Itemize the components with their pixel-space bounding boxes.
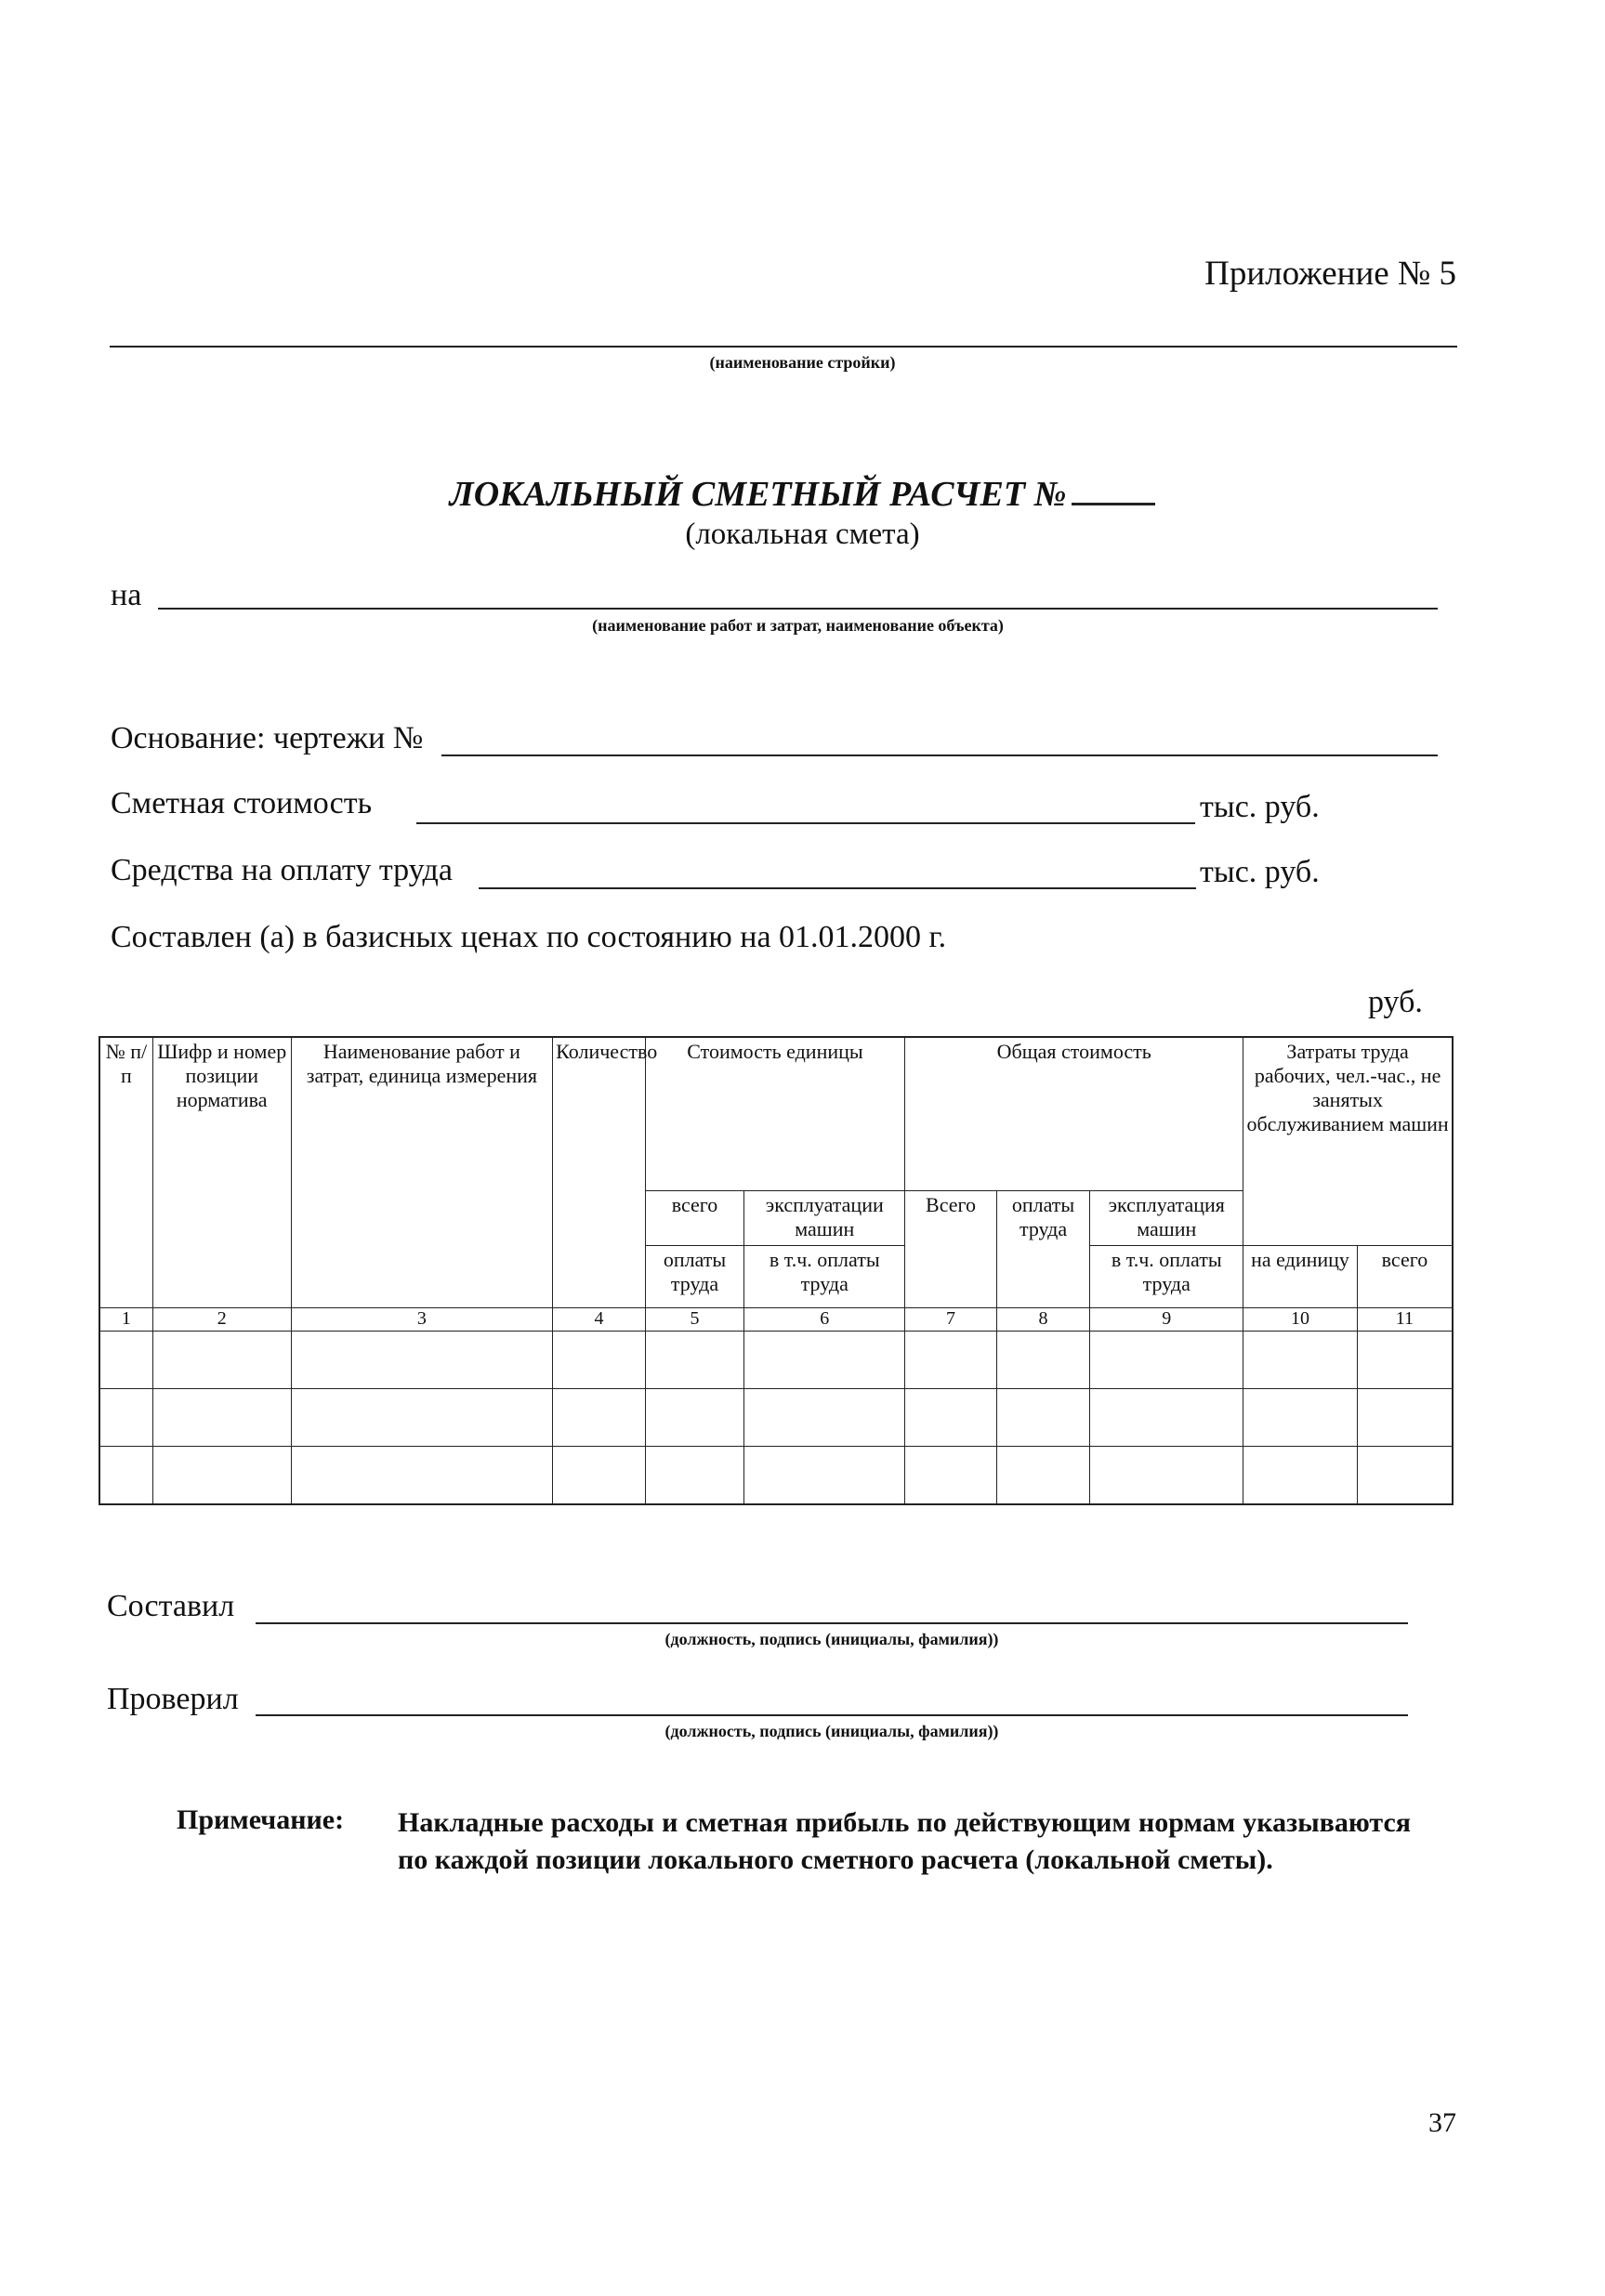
col-header-total-incl-wages: в т.ч. оплаты труда (1090, 1246, 1243, 1308)
col-header-code: Шифр и номер позиции норматива (152, 1037, 291, 1308)
construction-name-caption: (наименование стройки) (709, 353, 896, 372)
column-number: 3 (291, 1308, 553, 1332)
table-cell[interactable] (996, 1447, 1090, 1505)
note-text: Накладные расходы и сметная прибыль по действующим нормам указываются по каждой позиции локального сметного расчета (локальной сметы). (398, 1807, 1411, 1875)
col-header-labor-all: всего (1357, 1246, 1453, 1308)
col-header-unit-machines: эксплуатации машин (744, 1191, 905, 1246)
for-caption: (наименование работ и затрат, наименование объекта) (592, 616, 1004, 635)
wages-line (479, 887, 1196, 889)
table-row (99, 1447, 1453, 1505)
for-line (158, 608, 1438, 610)
column-number: 6 (744, 1308, 905, 1332)
col-header-num: № п/п (99, 1037, 152, 1308)
document-subtitle: (локальная смета) (685, 518, 920, 551)
currency-label: руб. (1368, 985, 1423, 1019)
col-header-qty: Количество (553, 1037, 646, 1308)
table-cell[interactable] (744, 1389, 905, 1447)
table-cell[interactable] (1090, 1389, 1243, 1447)
table-cell[interactable] (152, 1447, 291, 1505)
col-header-total-wages: оплаты труда (996, 1191, 1090, 1308)
table-cell[interactable] (553, 1389, 646, 1447)
basis-line (441, 754, 1438, 756)
table-cell[interactable] (996, 1332, 1090, 1389)
wages-unit: тыс. руб. (1200, 855, 1320, 889)
checked-by-line (256, 1714, 1408, 1716)
estimate-table (99, 1036, 1454, 1505)
table-cell[interactable] (744, 1447, 905, 1505)
cost-unit: тыс. руб. (1200, 790, 1320, 824)
column-number: 9 (1090, 1308, 1243, 1332)
table-cell[interactable] (1357, 1389, 1453, 1447)
column-number: 1 (99, 1308, 152, 1332)
table-cell[interactable] (291, 1389, 553, 1447)
appendix-number: Приложение № 5 (1204, 255, 1456, 293)
col-header-name: Наименование работ и затрат, единица измерения (291, 1037, 553, 1308)
column-number: 5 (645, 1308, 744, 1332)
checked-by-label: Проверил (107, 1682, 239, 1716)
note-label: Примечание: (177, 1804, 345, 1835)
compiled-by-label: Составил (107, 1589, 235, 1623)
table-cell[interactable] (905, 1332, 997, 1389)
column-number: 4 (553, 1308, 646, 1332)
table-header-row (99, 1037, 1453, 1191)
column-number: 11 (1357, 1308, 1453, 1332)
table-cell[interactable] (1243, 1389, 1358, 1447)
table-cell[interactable] (99, 1447, 152, 1505)
column-number: 10 (1243, 1308, 1358, 1332)
table-cell[interactable] (1090, 1332, 1243, 1389)
checked-by-caption: (должность, подпись (инициалы, фамилия)) (664, 1722, 999, 1740)
basis-label: Основание: чертежи № (111, 721, 424, 755)
table-cell[interactable] (744, 1332, 905, 1389)
table-cell[interactable] (152, 1389, 291, 1447)
col-header-labor-per-unit: на единицу (1243, 1246, 1358, 1308)
col-header-unit-incl-wages: в т.ч. оплаты труда (744, 1246, 905, 1308)
table-cell[interactable] (996, 1389, 1090, 1447)
column-number: 7 (905, 1308, 997, 1332)
col-header-unit-cost: Стоимость единицы (645, 1037, 905, 1191)
col-header-total-machines: эксплуатация машин (1090, 1191, 1243, 1246)
col-header-unit-wages: оплаты труда (645, 1246, 744, 1308)
table-cell[interactable] (1357, 1332, 1453, 1389)
col-header-labor: Затраты труда рабочих, чел.-час., не занятых обслуживанием машин (1243, 1037, 1453, 1246)
column-number-row (99, 1308, 1453, 1332)
table-cell[interactable] (152, 1332, 291, 1389)
table-cell[interactable] (1243, 1332, 1358, 1389)
table-cell[interactable] (553, 1447, 646, 1505)
table-cell[interactable] (291, 1332, 553, 1389)
cost-label: Сметная стоимость (111, 786, 373, 820)
table-cell[interactable] (1090, 1447, 1243, 1505)
table-row (99, 1332, 1453, 1389)
column-number: 8 (996, 1308, 1090, 1332)
table-cell[interactable] (905, 1447, 997, 1505)
table-cell[interactable] (553, 1332, 646, 1389)
col-header-total-cost: Общая стоимость (905, 1037, 1243, 1191)
table-cell[interactable] (645, 1447, 744, 1505)
table-cell[interactable] (291, 1447, 553, 1505)
table-cell[interactable] (645, 1332, 744, 1389)
table-cell[interactable] (1243, 1447, 1358, 1505)
col-header-total-all: Всего (905, 1191, 997, 1308)
wages-label: Средства на оплату труда (111, 853, 453, 887)
construction-name-line (110, 346, 1457, 348)
table-cell[interactable] (1357, 1447, 1453, 1505)
table-cell[interactable] (645, 1389, 744, 1447)
compiled-by-line (256, 1622, 1408, 1624)
column-number: 2 (152, 1308, 291, 1332)
col-header-unit-all: всего (645, 1191, 744, 1246)
table-cell[interactable] (905, 1389, 997, 1447)
compiled-by-caption: (должность, подпись (инициалы, фамилия)) (664, 1630, 999, 1648)
table-cell[interactable] (99, 1332, 152, 1389)
page-number: 37 (1428, 2107, 1456, 2138)
table-cell[interactable] (99, 1389, 152, 1447)
document-title (0, 474, 1605, 515)
for-label: на (111, 578, 142, 612)
table-row (99, 1389, 1453, 1447)
compiled-date-text: Составлен (а) в базисных ценах по состоянию на 01.01.2000 г. (111, 920, 947, 954)
title-number-blank (1072, 475, 1155, 505)
title-text: ЛОКАЛЬНЫЙ СМЕТНЫЙ РАСЧЕТ № (449, 475, 1067, 514)
cost-line (416, 822, 1195, 824)
